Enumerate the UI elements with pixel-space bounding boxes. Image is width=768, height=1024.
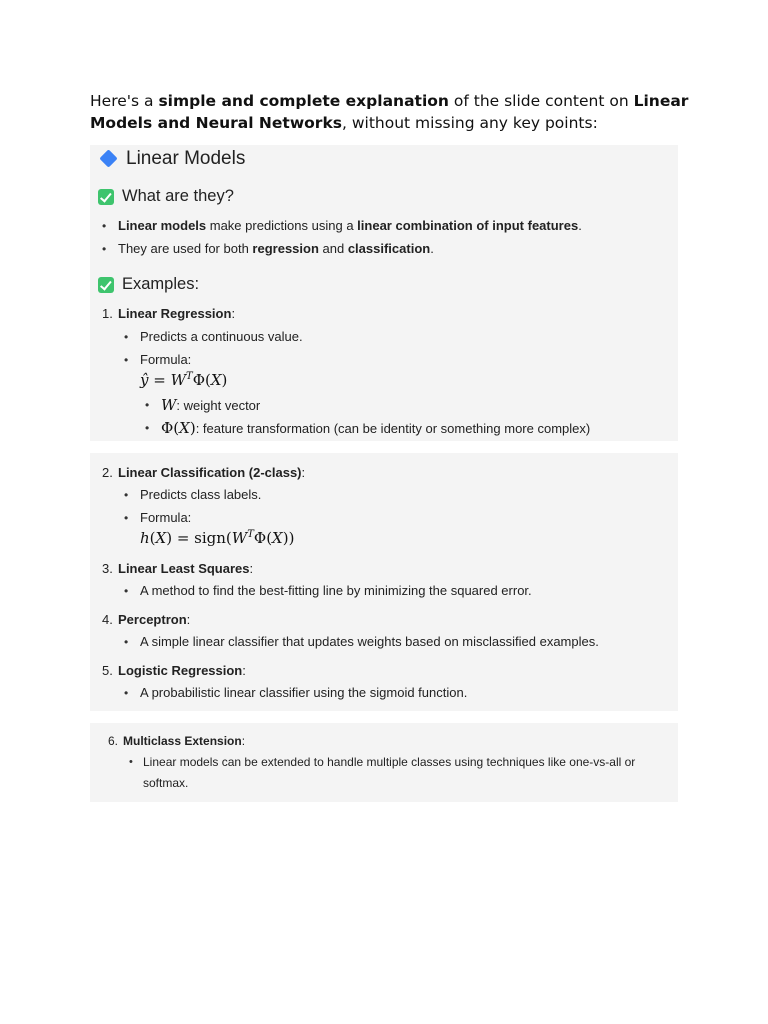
- intro-bold: Linear Models and Neural Networks: [90, 92, 689, 132]
- example-bullet: Formula:: [140, 352, 192, 367]
- list-number: 2.: [102, 465, 113, 480]
- list-number: 4.: [102, 612, 113, 627]
- blue-diamond-icon: [99, 149, 117, 167]
- intro-text: of the slide content on: [448, 92, 634, 110]
- intro-paragraph: [90, 90, 690, 134]
- slide-screenshot-examples: [90, 453, 678, 711]
- slide-screenshot-linear-models: [90, 145, 678, 441]
- example-bullet: A method to find the best-fitting line by minimizing the squared error.: [140, 583, 532, 598]
- intro-text: Here's a: [90, 92, 159, 110]
- example-bullet: A probabilistic linear classifier using the sigmoid function.: [140, 685, 468, 700]
- example-bullet: Formula:: [140, 510, 192, 525]
- bullet: •: [124, 686, 129, 700]
- bullet: •: [124, 584, 129, 598]
- checkmark-icon: [98, 189, 114, 205]
- what-heading: What are they?: [122, 187, 234, 205]
- formula: ŷ = $W^T\Phi(X)$: [140, 371, 228, 389]
- bullet: •: [124, 330, 129, 344]
- list-number: 3.: [102, 561, 113, 576]
- definition: W: weight vector: [161, 396, 261, 414]
- checkmark-icon: [98, 277, 114, 293]
- example-bullet-continuation: softmax.: [143, 776, 189, 790]
- what-item: They are used for both regression and classification.: [118, 241, 434, 256]
- intro-text: , without missing any key points:: [341, 114, 598, 132]
- bullet: •: [145, 421, 150, 435]
- bullet: •: [102, 219, 107, 233]
- intro-bold: simple and complete explanation: [158, 92, 449, 110]
- list-number: 6.: [108, 734, 119, 748]
- example-title: Logistic Regression:: [118, 663, 246, 678]
- example-title: Linear Regression:: [118, 306, 236, 321]
- example-title: Linear Classification (2-class):: [118, 465, 306, 480]
- bullet: •: [145, 398, 150, 412]
- example-bullet: Predicts a continuous value.: [140, 329, 303, 344]
- list-number: 5.: [102, 663, 113, 678]
- list-number: 1.: [102, 306, 113, 321]
- formula: $h(X) = sign(W^T\Phi(X))$: [140, 529, 295, 547]
- examples-heading: Examples:: [122, 275, 200, 293]
- bullet: •: [129, 756, 133, 768]
- what-item: Linear models make predictions using a linear combination of input features.: [118, 218, 582, 233]
- example-title: Perceptron:: [118, 612, 191, 627]
- section-title: Linear Models: [126, 148, 246, 169]
- bullet: •: [124, 635, 129, 649]
- bullet: •: [124, 353, 129, 367]
- example-bullet: Linear models can be extended to handle multiple classes using techniques like one-vs-all or: [143, 755, 636, 769]
- example-title: Linear Least Squares:: [118, 561, 254, 576]
- bullet: •: [124, 488, 129, 502]
- slide-screenshot-multiclass: [90, 723, 678, 802]
- definition: Φ(X): feature transformation (can be identity or something more complex): [161, 419, 591, 437]
- example-bullet: Predicts class labels.: [140, 487, 262, 502]
- bullet: •: [124, 511, 129, 525]
- bullet: •: [102, 242, 107, 256]
- example-title: Multiclass Extension:: [123, 734, 246, 748]
- example-bullet: A simple linear classifier that updates weights based on misclassified examples.: [140, 634, 599, 649]
